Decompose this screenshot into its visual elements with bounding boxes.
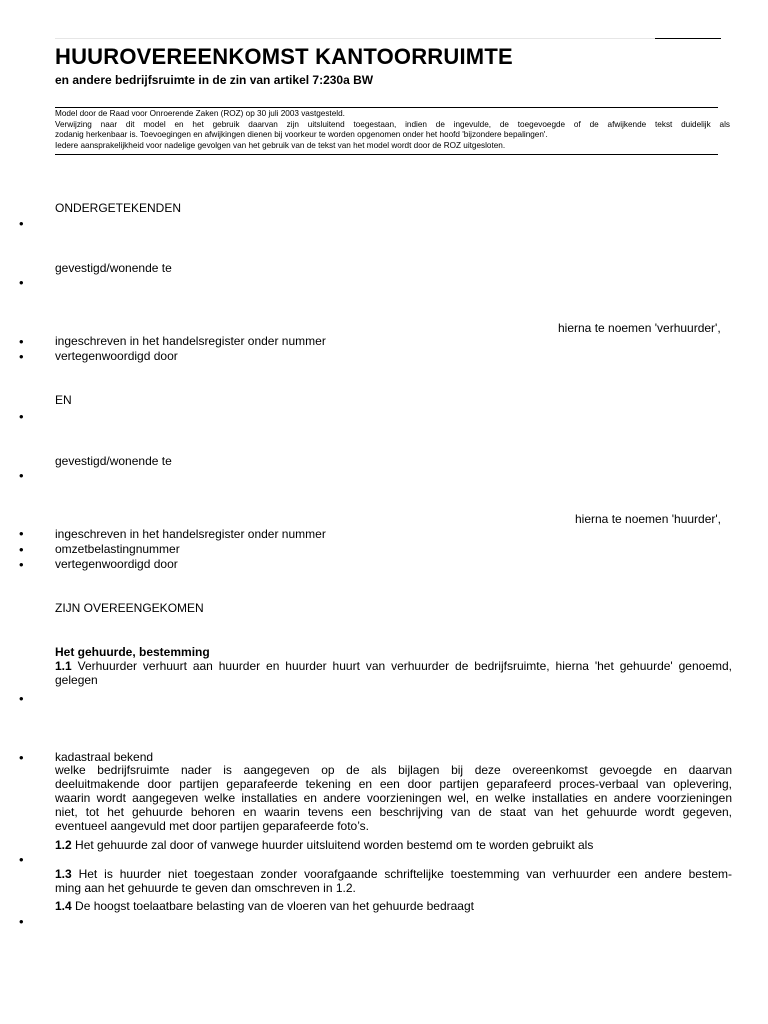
article-1-1-line [55,660,732,674]
article-number: 1.1 [55,659,72,673]
article-1-1 [55,660,732,688]
cadastral-label: kadastraal bekend [55,750,154,764]
section-heading [55,645,210,659]
party2-registry-label: ingeschreven in het handelsregister onder nummer [55,527,326,541]
bullet-icon: • [19,852,24,867]
article-1-3-line: ming aan het gehuurde te geven dan omschreven in 1.2. [55,880,356,895]
bullet-icon: • [19,557,24,572]
bullet-icon: • [19,216,24,231]
premises-description-line: welke bedrijfsruimte nader is aangegeven op de als bijlagen bij deze overeenkomst gevoegde en daarvan [55,763,732,777]
disclaimer-bottom-rule [55,154,718,155]
bullet-icon: • [19,334,24,349]
article-text: De hoogst toelaatbare belasting van de vloeren van het gehuurde bedraagt [75,899,474,913]
disclaimer-line: Iedere aansprakelijkheid voor nadelige gevolgen van het gebruik van de tekst van het model wordt door de ROZ uitgesloten. [55,140,506,150]
bullet-icon: • [19,468,24,483]
party2-vat-label: omzetbelastingnummer [55,542,180,556]
document-title: HUUROVEREENKOMST KANTOORRUIMTE [55,44,513,69]
bullet-icon: • [19,691,24,706]
article-text: Het is huurder niet toegestaan zonder voorafgaande schriftelijke toestemming van verhuurder een andere bestem- [78,867,732,881]
premises-description [55,764,732,834]
article-1-1-line: gelegen [55,672,98,687]
disclaimer-line: zodanig herkenbaar is. Toevoegingen en afwijkingen dienen bij voorkeur te worden opgenomen onder het hoofd 'bijzondere bepalingen'. [55,130,548,140]
article-1-3 [55,868,732,896]
document-subtitle: en andere bedrijfsruimte in de zin van artikel 7:230a BW [55,73,374,87]
top-rule [655,38,721,39]
party2-heading: EN [55,393,72,407]
party2-location-label: gevestigd/wonende te [55,454,172,468]
section-heading-text: Het gehuurde, bestemming [55,645,210,659]
bullet-icon: • [19,542,24,557]
article-text: Verhuurder verhuurt aan huurder en huurder huurt van verhuurder de bedrijfsruimte, hierna 'het gehuurde' genoemd, [77,659,732,673]
premises-description-line: eventueel aangevuld met door partijen geparafeerde foto’s. [55,818,369,833]
bullet-icon: • [19,914,24,929]
party1-designation: hierna te noemen 'verhuurder', [558,321,721,335]
header-rule [55,38,655,39]
party2-designation: hierna te noemen 'huurder', [575,512,722,526]
bullet-icon: • [19,275,24,290]
disclaimer-line: Model door de Raad voor Onroerende Zaken (ROZ) op 30 juli 2003 vastgesteld. [55,109,345,118]
bullet-icon: • [19,409,24,424]
party1-heading: ONDERGETEKENDEN [55,201,182,215]
bullet-icon: • [19,349,24,364]
premises-description-line: deeluitmakende door partijen geparafeerde tekening en een door partijen geparafeerd proces-verbaal van oplevering, [55,776,732,791]
article-1-2 [55,838,593,852]
article-1-3-line [55,868,732,882]
agreed-heading: ZIJN OVEREENGEKOMEN [55,601,204,615]
party2-represented-label: vertegenwoordigd door [55,557,178,571]
party1-registry-label: ingeschreven in het handelsregister onder nummer [55,334,326,348]
article-number: 1.3 [55,867,72,881]
bullet-icon: • [19,750,24,765]
article-number: 1.4 [55,899,72,913]
bullet-icon: • [19,526,24,541]
disclaimer-block [55,109,730,151]
article-text: Het gehuurde zal door of vanwege huurder uitsluitend worden bestemd om te worden gebruikt als [75,838,594,852]
disclaimer-top-rule [55,107,718,108]
party1-location-label: gevestigd/wonende te [55,261,172,275]
article-number: 1.2 [55,838,72,852]
party1-represented-label: vertegenwoordigd door [55,349,178,363]
premises-description-line: waarin wordt aangegeven welke installaties en andere voorzieningen wel, en welke installaties en andere voorzieningen [55,790,732,805]
article-1-4 [55,899,474,913]
premises-description-line: niet, tot het gehuurde behoren en waarin tevens een beschrijving van de staat van het gehuurde wordt gegeven, [55,804,732,819]
disclaimer-line: Verwijzing naar dit model en het gebruik daarvan zijn uitsluitend toegestaan, indien de ingevulde, de toegevoegde of de afwijkende tekst duidelijk als [55,119,730,129]
